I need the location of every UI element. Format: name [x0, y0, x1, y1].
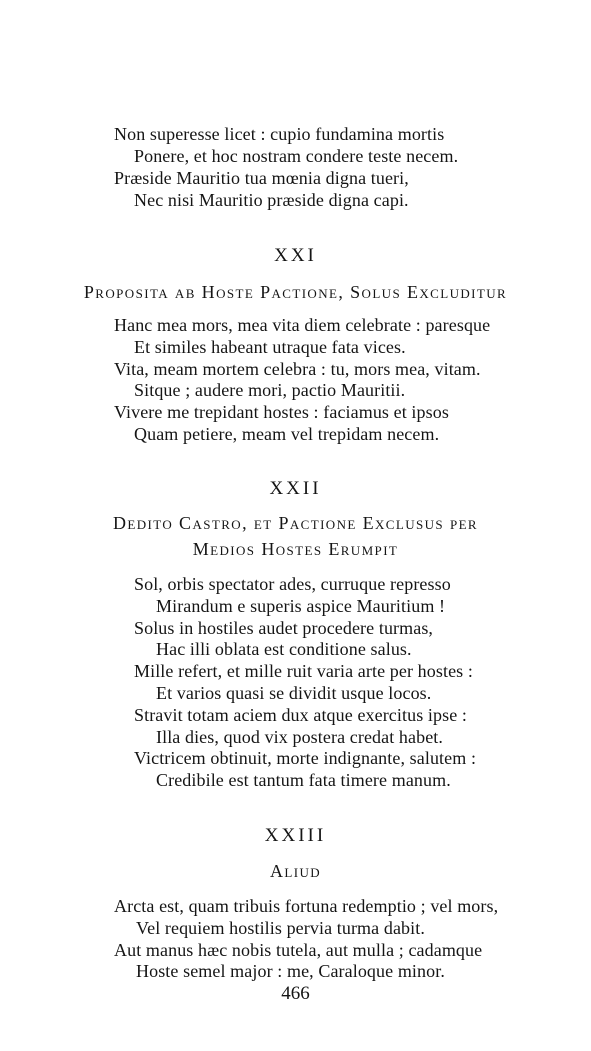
verse-line: Solus in hostiles audet procedere turmas, [134, 618, 434, 638]
verse-line: Quam petiere, meam vel trepidam necem. [134, 424, 440, 444]
verse-line: Hoste semel major : me, Caraloque minor. [136, 961, 445, 981]
verse-line: Sol, orbis spectator ades, curruque represso [134, 574, 451, 594]
poem-numeral: XXII [269, 478, 322, 499]
verse-line: Illa dies, quod vix postera credat habet. [156, 727, 444, 747]
verse-line: Stravit totam aciem dux atque exercitus ipse : [134, 705, 468, 725]
verse-line: Nec nisi Mauritio præside digna capi. [134, 190, 409, 210]
verse-line: Hac illi oblata est conditione salus. [156, 639, 412, 659]
poem-title: Proposita ab Hoste Pactione, Solus Excluditur [83, 282, 508, 302]
page-number: 466 [281, 983, 310, 1004]
verse-line: Ponere, et hoc nostram condere teste necem. [134, 146, 459, 166]
poem-title-line: Medios Hostes Erumpit [192, 539, 399, 559]
verse-line: Præside Mauritio tua mœnia digna tueri, [114, 168, 409, 188]
verse-line: Et varios quasi se dividit usque locos. [156, 683, 432, 703]
verse-line: Hanc mea mors, mea vita diem celebrate : paresque [114, 315, 491, 335]
verse-line: Sitque ; audere mori, pactio Mauritii. [134, 380, 406, 400]
verse-line: Mille refert, et mille ruit varia arte per hostes : [134, 661, 473, 681]
verse-line: Non superesse licet : cupio fundamina mortis [114, 124, 445, 144]
verse-line: Credibile est tantum fata timere manum. [156, 770, 451, 790]
verse-line: Vita, meam mortem celebra : tu, mors mea, vitam. [114, 359, 481, 379]
verse-line: Mirandum e superis aspice Mauritium ! [156, 596, 446, 616]
poem-numeral: XXI [274, 245, 317, 266]
poem-title: Aliud [269, 861, 322, 881]
verse-line: Aut manus hæc nobis tutela, aut mulla ; cadamque [114, 940, 483, 960]
verse-line: Vivere me trepidant hostes : faciamus et ipsos [114, 402, 449, 422]
verse-line: Vel requiem hostilis pervia turma dabit. [136, 918, 425, 938]
verse-line: Arcta est, quam tribuis fortuna redemptio ; vel mors, [114, 896, 499, 916]
poem-title-line: Dedito Castro, et Pactione Exclusus per [113, 513, 478, 533]
poem-numeral: XXIII [264, 825, 327, 846]
verse-line: Victricem obtinuit, morte indignante, salutem : [134, 748, 477, 768]
verse-line: Et similes habeant utraque fata vices. [134, 337, 406, 357]
